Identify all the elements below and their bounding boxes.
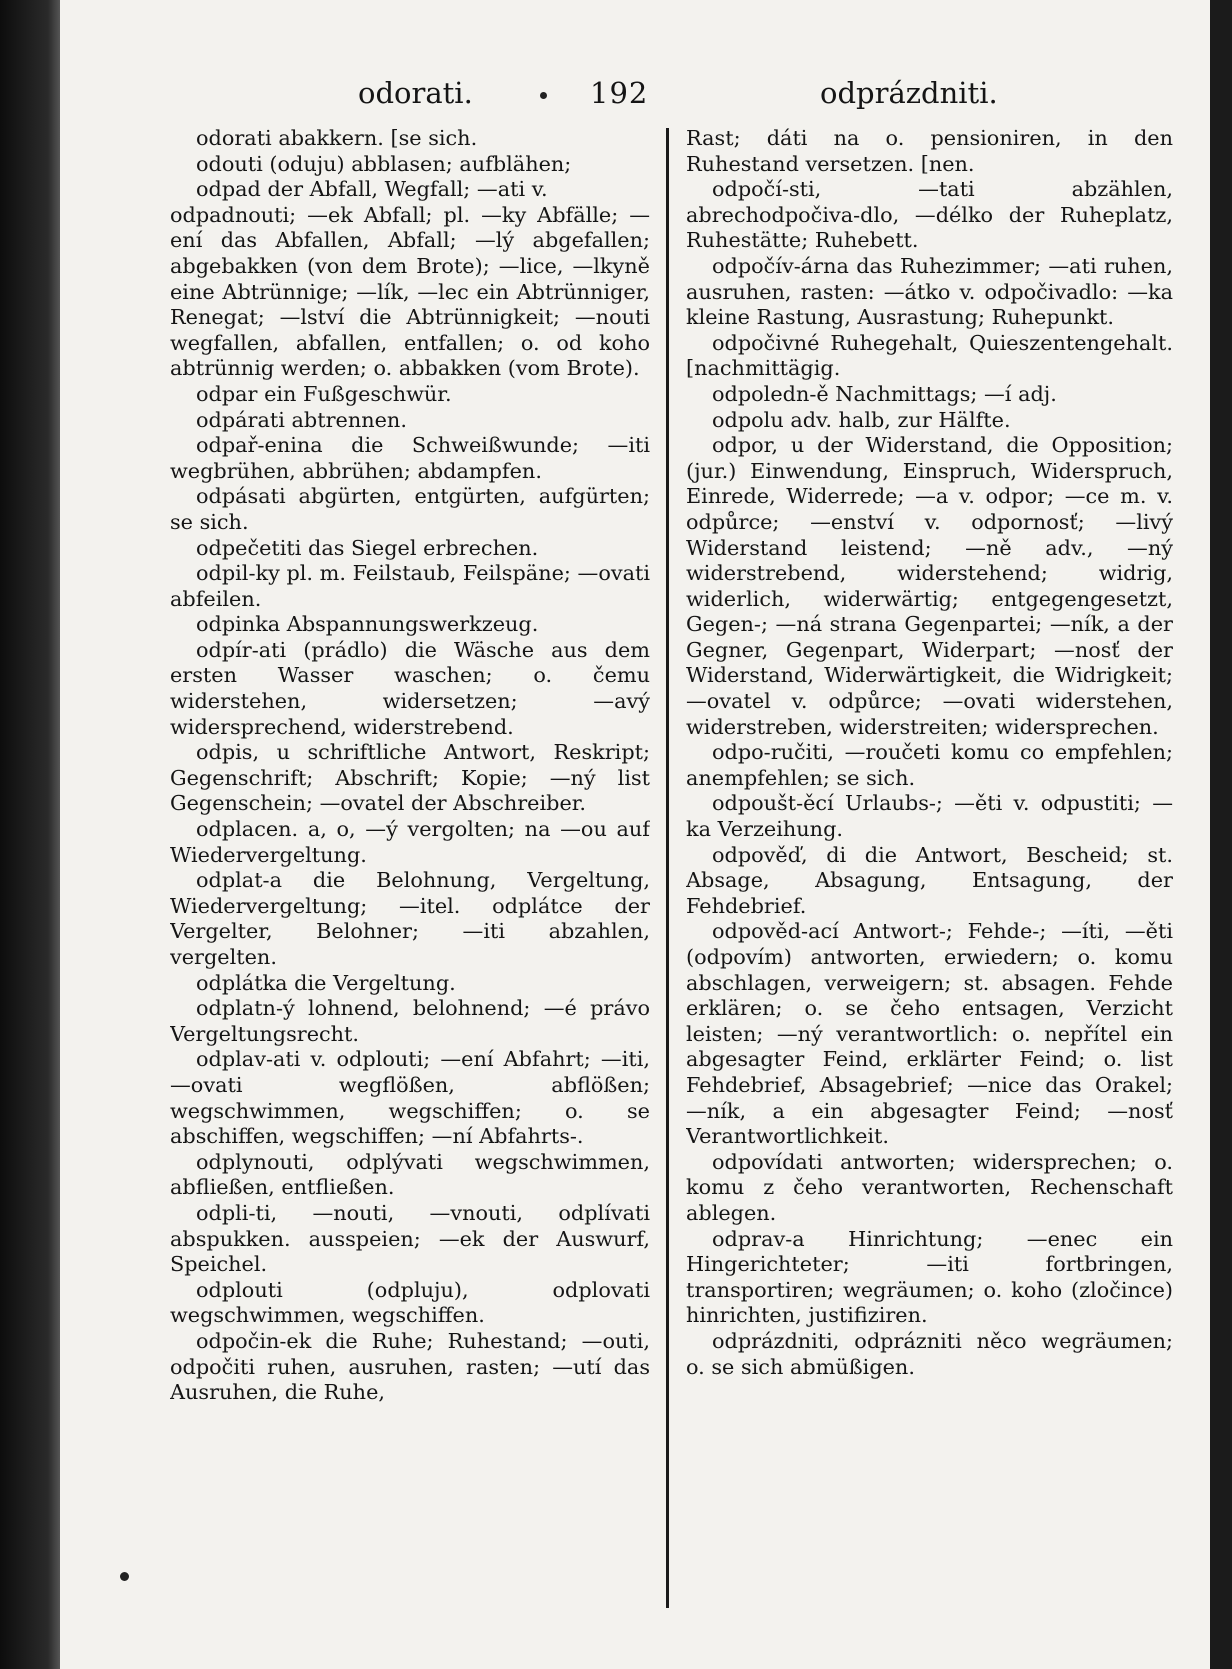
dictionary-entry: odplouti (odpluju), odplovati wegschwimmen, wegschiffen. — [170, 1277, 650, 1328]
page-number: 192 — [590, 76, 649, 110]
dictionary-entry: odouti (oduju) abblasen; aufblähen; — [196, 151, 572, 176]
dictionary-entry: odprav-a Hinrichtung; —enec ein Hingerichteter; —iti fortbringen, transportiren; wegräumen; o. koho (zločince) hinrichten, justifiziren. — [686, 1226, 1173, 1328]
dictionary-entry: odpli-ti, —nouti, —vnouti, odplívati abspukken. ausspeien; —ek der Auswurf, Speichel. — [170, 1200, 650, 1277]
dictionary-entry: odplatn-ý lohnend, belohnend; —é právo Vergeltungsrecht. — [170, 996, 650, 1046]
left-column — [170, 126, 650, 1636]
dictionary-entry: odpadnouti; —ek Abfall; pl. —ky Abfälle; —ení das Abfallen, Abfall; —lý abgefallen; abgebakken (von dem Brote); —lice, —lkyně eine Abtrünnige; —lík, —lec ein Abtrünniger, Renegat; —lství die Abtrünnigkeit; —nouti wegfallen, abfallen, entfallen; o. od koho abtrünnig werden; o. abbakken (vom Brote). — [170, 202, 650, 381]
dictionary-page — [60, 0, 1210, 1669]
dictionary-entry: odpočivné Ruhegehalt, Quieszentengehalt. [nachmittägig. — [686, 330, 1173, 381]
dictionary-entry: odpásati abgürten, entgürten, aufgürten; se sich. — [170, 484, 650, 534]
dictionary-entry: odprázdniti, odprázniti něco wegräumen; o. se sich abmüßigen. — [686, 1328, 1173, 1379]
page-gutter-shadow — [0, 0, 60, 1669]
dictionary-entry: odpolu adv. halb, zur Hälfte. — [712, 407, 1011, 432]
page-header — [60, 76, 1210, 116]
dictionary-entry: odpočív-árna das Ruhezimmer; —ati ruhen, ausruhen, rasten: —átko v. odpočivadlo: —ka kleine Rastung, Ausrastung; Ruhepunkt. — [686, 253, 1173, 330]
dictionary-entry: odpárati abtrennen. — [196, 407, 407, 432]
dictionary-entry: odpor, u der Widerstand, die Opposition; (jur.) Einwendung, Einspruch, Widerspruch, Einrede, Widerrede; —a v. odpor; —ce m. v. odpůrce; —enství v. odpornosť; —livý Widerstand leistend; —ně adv., —ný widerstrebend, widerstehend; widrig, widerlich, widerwärtig; entgegengesetzt, Gegen-; —ná strana Gegenpartei; —ník, a der Gegner, Gegenpart, Widerpart; —nosť der Widerstand, Widerwärtigkeit, die Widrigkeit; —ovatel v. odpůrce; —ovati widerstehen, widerstreben, widerstreiten; widersprechen. — [686, 433, 1173, 739]
dictionary-entry: odpinka Abspannungswerkzeug. — [196, 612, 539, 637]
dictionary-entry: odplátka die Vergeltung. — [196, 970, 456, 995]
header-dot — [540, 92, 547, 99]
dictionary-entry: odpis, u schriftliche Antwort, Reskript; Gegenschrift; Abschrift; Kopie; —ný list Gegenschein; —ovatel der Abschreiber. — [170, 740, 650, 816]
ink-spot — [120, 1572, 129, 1581]
dictionary-entry: odplat-a die Belohnung, Vergeltung, Wiedervergeltung; —itel. odplátce der Vergelter, Belohner; —iti abzahlen, vergelten. — [170, 868, 650, 969]
dictionary-entry: odpečetiti das Siegel erbrechen. — [196, 535, 539, 560]
dictionary-entry: odplynouti, odplývati wegschwimmen, abfließen, entfließen. — [170, 1149, 650, 1200]
dictionary-entry: odpoledn-ě Nachmittags; —í adj. — [712, 381, 1057, 406]
dictionary-entry: odpověd-ací Antwort-; Fehde-; —íti, —ěti (odpovím) antworten, erwiedern; o. komu abschlagen, verweigern; st. absagen. Fehde erklären; o. se čeho entsagen, Verzicht leisten; —ný verantwortlich: o. nepřítel ein abgesagter Feind, erklärter Feind; o. list Fehdebrief, Absagebrief; —nice das Orakel; —ník, a ein abgesagter Feind; —nosť Verantwortlichkeit. — [686, 919, 1173, 1149]
dictionary-entry: odpír-ati (prádlo) die Wäsche aus dem ersten Wasser waschen; o. čemu widerstehen, widersetzen; —avý widersprechend, widerstrebend. — [170, 637, 650, 739]
dictionary-entry: odpověď, di die Antwort, Bescheid; st. Absage, Absagung, Entsagung, der Fehdebrief. — [686, 842, 1173, 918]
dictionary-entry: odpad der Abfall, Wegfall; —ati v. — [196, 177, 548, 202]
dictionary-entry: Rast; dáti na o. pensioniren, in den Ruhestand versetzen. [nen. — [686, 126, 1173, 176]
dictionary-entry: odpočí-sti, —tati abzählen, abrechodpočiva-dlo, —délko der Ruheplatz, Ruhestätte; Ruhebett. — [686, 177, 1173, 253]
dictionary-entry: odpoušt-ěcí Urlaubs-; —ěti v. odpustiti; —ka Verzeihung. — [686, 791, 1173, 842]
right-column — [686, 126, 1173, 1636]
dictionary-entry: odplav-ati v. odplouti; —ení Abfahrt; —iti, —ovati wegflößen, abflößen; wegschwimmen, wegschiffen; o. se abschiffen, wegschiffen; —ní Abfahrts-. — [170, 1047, 650, 1149]
dictionary-entry: odpočin-ek die Ruhe; Ruhestand; —outi, odpočiti ruhen, ausruhen, rasten; —utí das Ausruhen, die Ruhe, — [170, 1328, 650, 1405]
header-last-word: odprázdniti. — [820, 76, 998, 110]
column-divider — [666, 128, 669, 1608]
dictionary-entry: odplacen. a, o, —ý vergolten; na —ou auf Wiedervergeltung. — [170, 817, 650, 867]
dictionary-entry: odorati abakkern. [se sich. — [196, 126, 478, 150]
dictionary-entry: odpar ein Fußgeschwür. — [196, 381, 452, 406]
dictionary-entry: odpovídati antworten; widersprechen; o. komu z čeho verantworten, Rechenschaft ablegen. — [686, 1149, 1173, 1225]
dictionary-entry: odpo-ručiti, —roučeti komu co empfehlen; anempfehlen; se sich. — [686, 740, 1173, 790]
dictionary-entry: odpil-ky pl. m. Feilstaub, Feilspäne; —ovati abfeilen. — [170, 561, 650, 611]
dictionary-entry: odpař-enina die Schweißwunde; —iti wegbrühen, abbrühen; abdampfen. — [170, 433, 650, 483]
header-first-word: odorati. — [358, 76, 473, 110]
